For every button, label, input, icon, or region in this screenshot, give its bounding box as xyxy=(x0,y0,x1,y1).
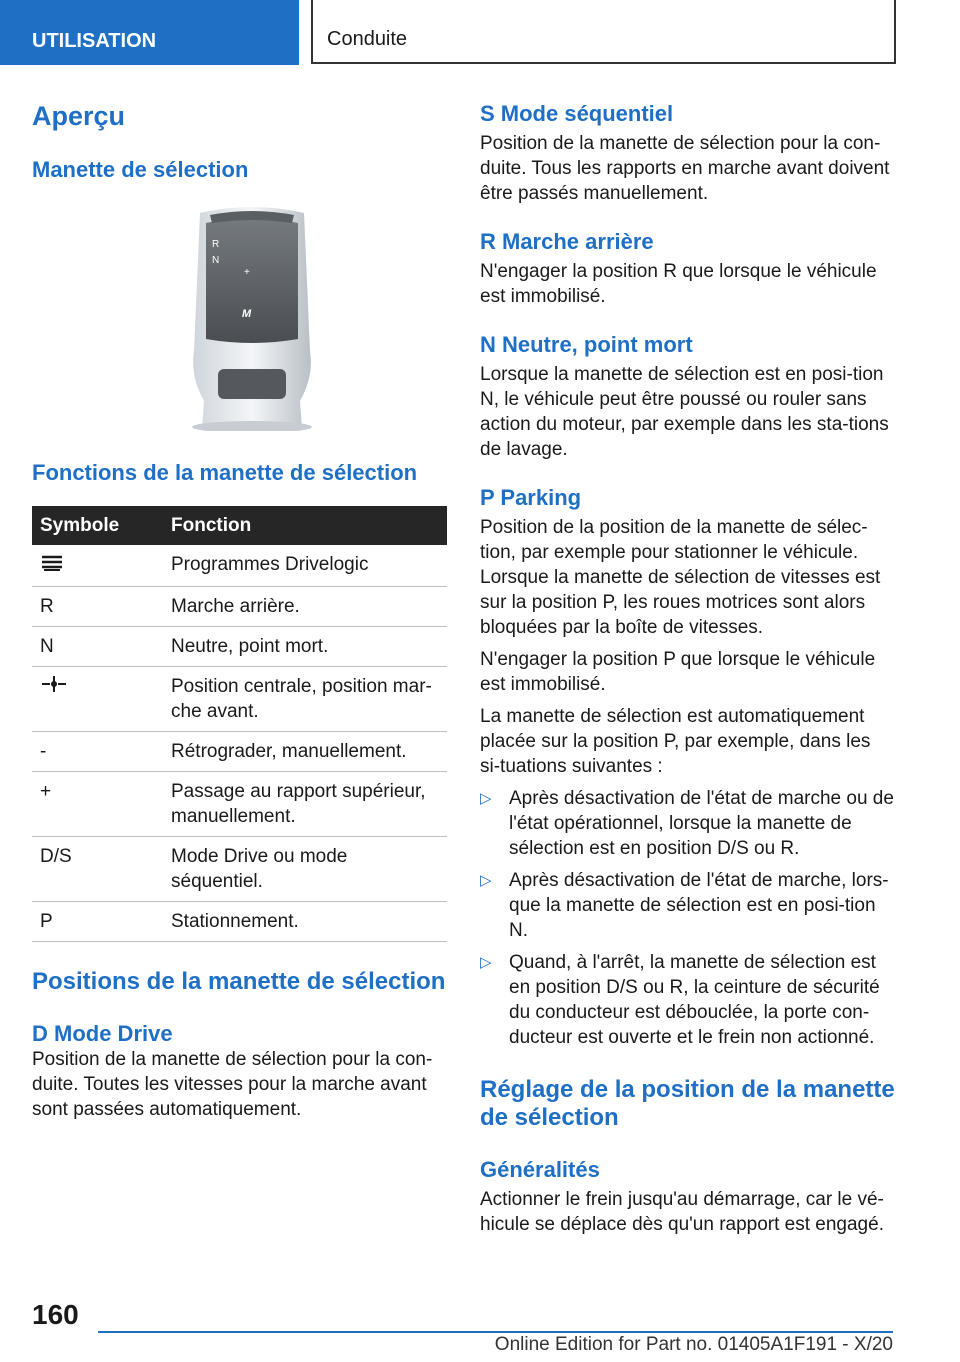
image-r-label: R xyxy=(212,239,220,250)
triangle-bullet-icon: ▷ xyxy=(480,954,492,971)
sequential-mode-heading: S Mode séquentiel xyxy=(480,101,674,126)
parking-text: N'engager la position P que lorsque le véhicule est immobilisé. xyxy=(480,649,876,695)
edition-footer: Online Edition for Part no. 01405A1F191 - X/20 xyxy=(494,1334,893,1355)
list-item-text: Quand, à l'arrêt, la manette de sélection est en position D/S ou R, la ceinture de sécurité du conducteur est débouclée, la porte con-ducteur est ouverte et le frein non actionné. xyxy=(509,952,880,1048)
table-cell-function: Stationnement. xyxy=(163,902,447,942)
parking-heading: P Parking xyxy=(480,485,582,510)
reverse-heading: R Marche arrière xyxy=(480,229,654,254)
parking-situations-list xyxy=(480,786,895,1050)
table-cell-function: Mode Drive ou mode séquentiel. xyxy=(163,837,447,902)
table-row xyxy=(32,732,447,772)
table-cell-function: Marche arrière. xyxy=(163,587,447,627)
section-label: UTILISATION xyxy=(32,30,157,52)
table-row xyxy=(32,902,447,942)
left-column xyxy=(32,100,447,1122)
list-item xyxy=(480,950,895,1050)
adjust-position-heading: Réglage de la position de la manette de sélection xyxy=(480,1076,895,1131)
footer-divider xyxy=(98,1331,893,1333)
overview-heading: Aperçu xyxy=(32,101,126,131)
image-plus-label: + xyxy=(244,267,250,278)
table-cell-symbol: + xyxy=(32,772,163,837)
table-row xyxy=(32,667,447,732)
table-cell-symbol: N xyxy=(32,627,163,667)
image-n-label: N xyxy=(212,255,220,266)
functions-table xyxy=(32,506,447,942)
table-header-function: Fonction xyxy=(163,506,447,545)
table-row xyxy=(32,627,447,667)
table-cell-symbol: D/S xyxy=(32,837,163,902)
drivelogic-icon xyxy=(40,552,64,572)
parking-text: La manette de sélection est automatiquement placée sur la position P, par exemple, dans les si-tuations suivantes : xyxy=(480,706,871,777)
reverse-text: N'engager la position R que lorsque le véhicule est immobilisé. xyxy=(480,261,877,307)
triangle-bullet-icon: ▷ xyxy=(480,872,492,889)
table-cell-function: Programmes Drivelogic xyxy=(163,545,447,587)
list-item xyxy=(480,868,895,943)
table-cell-function: Rétrograder, manuellement. xyxy=(163,732,447,772)
triangle-bullet-icon: ▷ xyxy=(480,790,492,807)
list-item xyxy=(480,786,895,861)
sequential-mode-text: Position de la manette de sélection pour la con-duite. Tous les rapports en marche avant doivent être passés manuellement. xyxy=(480,133,890,204)
table-row xyxy=(32,545,447,587)
list-item-text: Après désactivation de l'état de marche ou de l'état opérationnel, lorsque la manette de sélection est en position D/S ou R. xyxy=(509,788,894,859)
table-cell-symbol: - xyxy=(32,732,163,772)
neutral-text: Lorsque la manette de sélection est en posi-tion N, le véhicule peut être poussé ou rouler sans action du moteur, par exemple dans les sta-tions de lavage. xyxy=(480,364,889,460)
drive-mode-text: Position de la manette de sélection pour la con-duite. Toutes les vitesses pour la marche avant sont passées automatiquement. xyxy=(32,1049,433,1120)
table-header-symbol: Symbole xyxy=(32,506,163,545)
table-cell-function: Position centrale, position mar-che avant. xyxy=(163,667,447,732)
table-row xyxy=(32,837,447,902)
drive-mode-heading: D Mode Drive xyxy=(32,1021,173,1046)
selector-lever-image xyxy=(182,201,322,431)
section-tab[interactable] xyxy=(0,0,299,65)
table-row xyxy=(32,587,447,627)
parking-text: Position de la position de la manette de sélec-tion, par exemple pour stationner le véhicule. Lorsque la manette de sélection de vitesses est sur la position P, les roues motrices sont alors bloquées par la boîte de vitesses. xyxy=(480,517,881,638)
right-column xyxy=(480,100,895,1237)
table-cell-symbol xyxy=(32,667,163,732)
functions-heading: Fonctions de la manette de sélection xyxy=(32,460,418,485)
positions-heading: Positions de la manette de sélection xyxy=(32,968,446,995)
table-cell-symbol: R xyxy=(32,587,163,627)
table-row xyxy=(32,772,447,837)
table-header-row xyxy=(32,506,447,545)
table-cell-symbol: P xyxy=(32,902,163,942)
table-cell-symbol xyxy=(32,545,163,587)
table-cell-function: Neutre, point mort. xyxy=(163,627,447,667)
page-number: 160 xyxy=(32,1299,79,1330)
general-heading: Généralités xyxy=(480,1157,600,1182)
table-cell-function: Passage au rapport supérieur, manuellement. xyxy=(163,772,447,837)
selector-heading: Manette de sélection xyxy=(32,157,249,182)
center-position-icon xyxy=(40,674,68,694)
image-m-logo: M xyxy=(242,308,252,320)
chapter-label: Conduite xyxy=(327,28,408,50)
list-item-text: Après désactivation de l'état de marche, lors-que la manette de sélection est en posi-tion N. xyxy=(509,870,889,941)
chapter-header xyxy=(311,0,896,64)
general-text: Actionner le frein jusqu'au démarrage, car le vé-hicule se déplace dès qu'un rapport est engagé. xyxy=(480,1189,884,1235)
neutral-heading: N Neutre, point mort xyxy=(480,332,693,357)
